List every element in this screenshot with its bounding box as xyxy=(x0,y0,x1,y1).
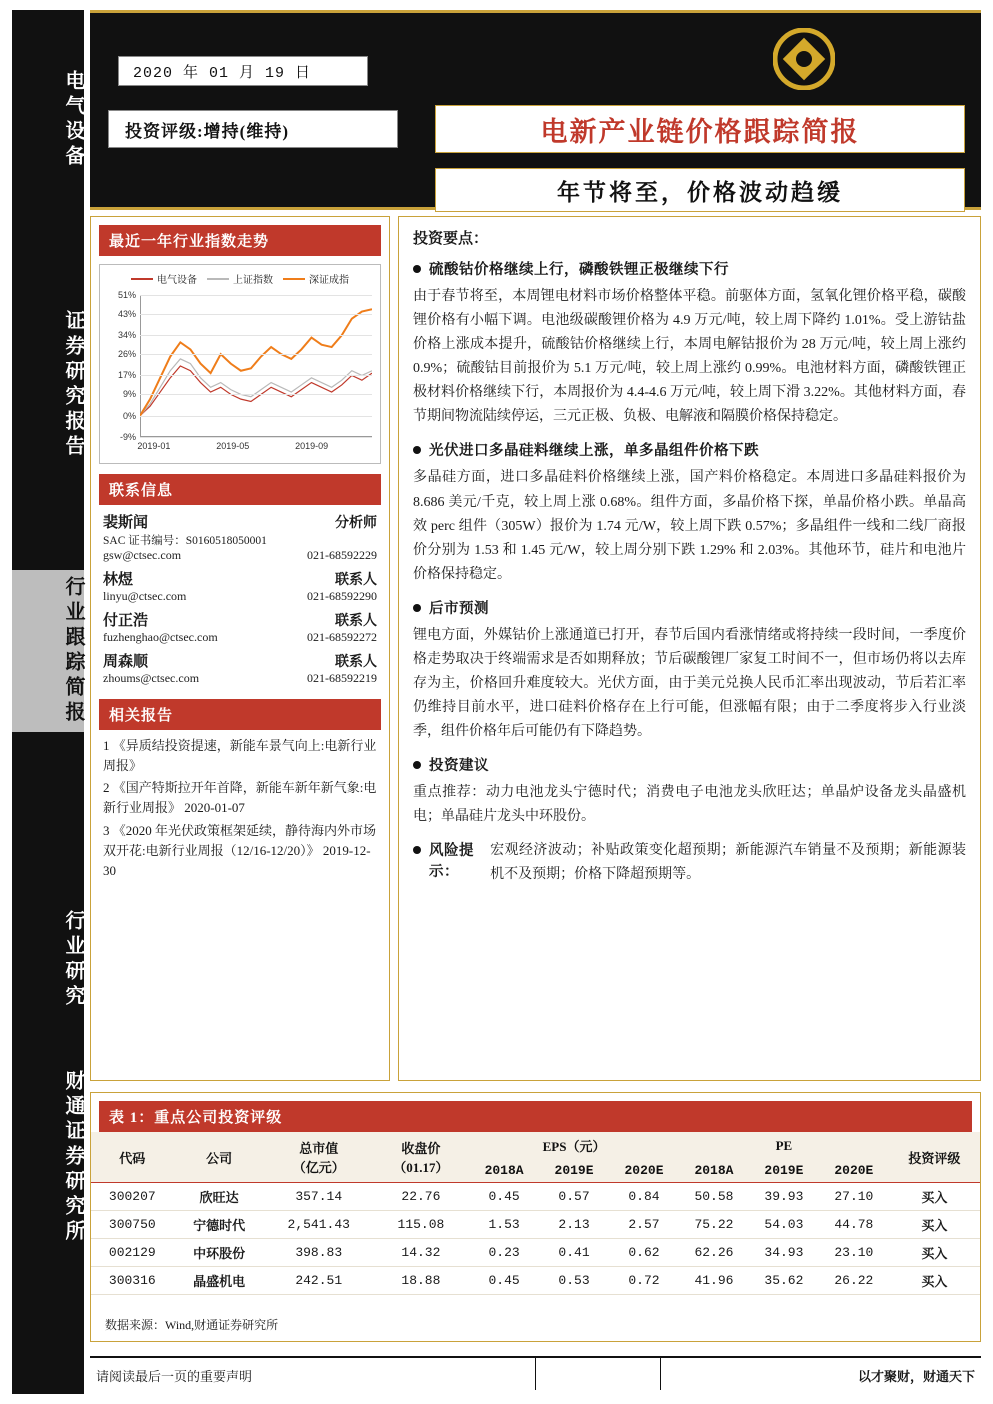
th-code: 代码 xyxy=(91,1132,174,1183)
cell-code: 002129 xyxy=(91,1239,174,1267)
table-row[interactable] xyxy=(91,1211,980,1239)
cell-pe-2020e: 27.10 xyxy=(819,1183,889,1211)
chart-gridline xyxy=(140,314,372,315)
legend-item-0 xyxy=(131,271,197,286)
cell-eps-2018a: 0.45 xyxy=(469,1183,539,1211)
legend-item-1 xyxy=(207,271,273,286)
contact-sac-0: SAC 证书编号：S0160518050001 xyxy=(103,535,267,547)
cell-company: 晶盛机电 xyxy=(174,1267,265,1295)
th-pe-2019e: 2019E xyxy=(749,1159,819,1183)
contact-phone-0: 021-68592229 xyxy=(307,548,377,562)
table-source-note: 数据来源：Wind,财通证券研究所 xyxy=(105,1318,279,1332)
cell-eps-2020e: 0.62 xyxy=(609,1239,679,1267)
contact-role-3: 联系人 xyxy=(335,655,377,670)
industry-index-chart xyxy=(99,264,381,464)
chart-x-tick-label: 2019-09 xyxy=(295,441,329,451)
th-eps-2018a: 2018A xyxy=(469,1159,539,1183)
cell-rating: 买入 xyxy=(889,1211,980,1239)
cell-code: 300750 xyxy=(91,1211,174,1239)
left-column xyxy=(90,216,390,1081)
related-report-0[interactable]: 1 《异质结投资提速，新能车景气向上:电新行业周报》 xyxy=(103,738,377,774)
contact-item-1 xyxy=(103,568,377,604)
content-area xyxy=(90,10,981,1394)
sidebar-label-research-report: 证券研究报告 xyxy=(62,310,84,460)
contact-name-3: 周森顺 xyxy=(103,654,149,670)
th-market-cap xyxy=(265,1132,373,1183)
contact-name-1: 林煜 xyxy=(103,572,134,588)
cell-pe-2020e: 26.22 xyxy=(819,1267,889,1295)
th-close-line1: 收盘价 xyxy=(401,1141,441,1156)
cell-pe-2018a: 41.96 xyxy=(679,1267,749,1295)
footer-slogan: 以才聚财，财通天下 xyxy=(857,1369,975,1384)
bullet-dot-icon xyxy=(413,265,421,273)
cell-eps-2018a: 1.53 xyxy=(469,1211,539,1239)
cell-mktcap: 357.14 xyxy=(265,1183,373,1211)
cell-eps-2019e: 2.13 xyxy=(539,1211,609,1239)
table-row[interactable] xyxy=(91,1183,980,1211)
contact-item-3 xyxy=(103,650,377,686)
contact-phone-1: 021-68592290 xyxy=(307,589,377,603)
cell-code: 300207 xyxy=(91,1183,174,1211)
chart-gridline xyxy=(140,394,372,395)
company-logo-icon xyxy=(773,28,835,90)
cell-eps-2018a: 0.23 xyxy=(469,1239,539,1267)
cell-mktcap: 242.51 xyxy=(265,1267,373,1295)
cell-eps-2018a: 0.45 xyxy=(469,1267,539,1295)
chart-legend xyxy=(100,265,380,286)
chart-y-tick-label: 9% xyxy=(122,389,136,400)
contact-item-2 xyxy=(103,609,377,645)
chart-gridline xyxy=(140,354,372,355)
bullet-para-0: 由于春节将至，本周锂电材料市场价格整体平稳。前驱体方面，氢氧化锂价格平稳，碳酸锂价格有小幅下调。电池级碳酸锂价格为 4.9 万元/吨，较上周下降约 1.01%。受上游钴盐价格上涨成本提升，硫酸钴价格继续上行，本周电解钴报价为 28 万元/吨，较上周上涨约 0.9%；硫酸钴目前报价为 5.1 万元/吨，较上周上涨约 0.99%。电池材料方面，磷酸铁锂正极材料价格继续下行，本周报价为 4.4-4.6 万元/吨，较上周下滑 3.22%。其他材料方面，春节期间物流陆续停运，三元正极、负极、电解液和隔膜价格保持稳定。 xyxy=(413,289,966,425)
cell-pe-2019e: 34.93 xyxy=(749,1239,819,1267)
chart-y-tick-label: 26% xyxy=(117,349,136,360)
chart-y-tick-label: 0% xyxy=(122,410,136,421)
footer-separator-1 xyxy=(535,1358,536,1390)
contact-name-2: 付正浩 xyxy=(103,613,149,629)
bullet-head-3: 投资建议 xyxy=(429,758,489,775)
bullet-para-3: 重点推荐：动力电池龙头宁德时代；消费电子电池龙头欣旺达；单晶炉设备龙头晶盛机电；单晶硅片龙头中环股份。 xyxy=(413,785,966,825)
cell-rating: 买入 xyxy=(889,1267,980,1295)
contact-section-title: 联系信息 xyxy=(99,474,381,505)
cell-company: 宁德时代 xyxy=(174,1211,265,1239)
chart-y-tick-label: 17% xyxy=(117,370,136,381)
related-report-1[interactable]: 2 《国产特斯拉开年首降，新能车新年新气象:电新行业周报》 2020-01-07 xyxy=(103,780,377,816)
contact-phone-2: 021-68592272 xyxy=(307,630,377,644)
bullet-head-2: 后市预测 xyxy=(429,600,489,617)
cell-pe-2019e: 39.93 xyxy=(749,1183,819,1211)
sidebar-label-institute: 财通证券研究所 xyxy=(62,1070,84,1245)
table-header-row-1 xyxy=(91,1132,980,1159)
contact-email-3[interactable]: zhoums@ctsec.com xyxy=(103,671,200,685)
chart-section-title: 最近一年行业指数走势 xyxy=(99,225,381,256)
cell-mktcap: 398.83 xyxy=(265,1239,373,1267)
cell-rating: 买入 xyxy=(889,1239,980,1267)
investment-points-heading: 投资要点： xyxy=(413,231,489,247)
contact-role-2: 联系人 xyxy=(335,614,377,629)
chart-series-line xyxy=(140,309,372,416)
chart-y-tick-label: 51% xyxy=(117,290,136,300)
cell-company: 中环股份 xyxy=(174,1239,265,1267)
contact-email-2[interactable]: fuzhenghao@ctsec.com xyxy=(103,630,218,644)
bullet-para-4: 宏观经济波动；补贴政策变化超预期；新能源汽车销量不及预期；新能源装机不及预期；价格下降超预期等。 xyxy=(490,843,966,883)
th-group-pe: PE xyxy=(679,1132,889,1159)
cell-pe-2018a: 50.58 xyxy=(679,1183,749,1211)
related-reports-title: 相关报告 xyxy=(99,699,381,730)
bullet-para-1: 多晶硅方面，进口多晶硅料价格继续上涨，国产料价格稳定。本周进口多晶硅料报价为 8.686 美元/千克，较上周上涨 0.68%。组件方面，多晶价格下探，单晶价格小跌。单晶高效 perc 组件（305W）报价为 1.74 元/W，较上周下跌 0.57%；多晶组件一线和二线厂商报价分别为 1.53 和 1.45 元/W，较上周分别下跌 1.29% 和 2.03%。其他环节，硅片和电池片价格保持稳定。 xyxy=(413,470,966,582)
bullet-dot-icon xyxy=(413,846,421,854)
bullet-4 xyxy=(413,839,966,887)
chart-plot-area xyxy=(117,290,372,451)
chart-y-tick-label: 43% xyxy=(117,308,136,319)
table-caption: 表 1：重点公司投资评级 xyxy=(99,1101,972,1132)
contact-phone-3: 021-68592219 xyxy=(307,671,377,685)
cell-pe-2020e: 44.78 xyxy=(819,1211,889,1239)
cell-eps-2019e: 0.41 xyxy=(539,1239,609,1267)
report-header xyxy=(90,10,981,210)
cell-pe-2018a: 75.22 xyxy=(679,1211,749,1239)
page-footer xyxy=(90,1356,981,1390)
chart-gridline xyxy=(140,375,372,376)
chart-gridline xyxy=(140,335,372,336)
legend-swatch-2 xyxy=(283,278,305,280)
cell-close: 18.88 xyxy=(373,1267,469,1295)
bullet-dot-icon xyxy=(413,604,421,612)
cell-close: 14.32 xyxy=(373,1239,469,1267)
bullet-head-4: 风险提示： xyxy=(429,843,474,881)
th-close-line2: （01.17） xyxy=(393,1160,449,1175)
th-market-cap-line2: （亿元） xyxy=(292,1160,345,1175)
th-close-price xyxy=(373,1132,469,1183)
rating-table-block xyxy=(90,1092,981,1342)
related-reports-list xyxy=(91,730,389,881)
cell-close: 22.76 xyxy=(373,1183,469,1211)
bullet-dot-icon xyxy=(413,446,421,454)
bullet-2 xyxy=(413,597,966,618)
sidebar-label-tracking-brief: 行业跟踪简报 xyxy=(12,570,84,732)
legend-label-0: 电气设备 xyxy=(157,275,197,286)
cell-pe-2018a: 62.26 xyxy=(679,1239,749,1267)
cell-eps-2020e: 0.72 xyxy=(609,1267,679,1295)
contact-role-1: 联系人 xyxy=(335,573,377,588)
report-date: 2020 年 01 月 19 日 xyxy=(118,56,368,86)
footer-disclaimer: 请阅读最后一页的重要声明 xyxy=(96,1369,253,1384)
th-pe-2018a: 2018A xyxy=(679,1159,749,1183)
cell-mktcap: 2,541.43 xyxy=(265,1211,373,1239)
chart-x-tick-label: 2019-05 xyxy=(216,441,250,451)
cell-eps-2020e: 2.57 xyxy=(609,1211,679,1239)
header-top-rule xyxy=(90,10,981,13)
sidebar-vertical-band xyxy=(12,10,84,1394)
contact-role-0: 分析师 xyxy=(335,516,377,531)
chart-gridline xyxy=(140,416,372,417)
th-group-eps: EPS（元） xyxy=(469,1132,679,1159)
cell-pe-2019e: 54.03 xyxy=(749,1211,819,1239)
th-eps-2020e: 2020E xyxy=(609,1159,679,1183)
cell-company: 欣旺达 xyxy=(174,1183,265,1211)
th-eps-2019e: 2019E xyxy=(539,1159,609,1183)
cell-eps-2020e: 0.84 xyxy=(609,1183,679,1211)
th-company: 公司 xyxy=(174,1132,265,1183)
th-market-cap-line1: 总市值 xyxy=(299,1141,339,1156)
cell-code: 300316 xyxy=(91,1267,174,1295)
footer-separator-2 xyxy=(660,1358,661,1390)
bullet-para-2: 锂电方面，外媒钴价上涨通道已打开，春节后国内看涨情绪或将持续一段时间，一季度价格走势取决于终端需求是否如期释放；节后碳酸锂厂家复工时间不一，但市场仍将以去库存为主，价格回升难度较大。光伏方面，由于美元兑换人民币汇率出现波动，节后若汇率仍维持目前水平，进口硅料价格存在上行可能，但涨幅有限；由于二季度将步入行业淡季，组件价格年后可能仍有下降趋势。 xyxy=(413,627,966,740)
chart-gridline xyxy=(140,295,372,296)
cell-eps-2019e: 0.53 xyxy=(539,1267,609,1295)
key-companies-table xyxy=(91,1132,980,1295)
cell-eps-2019e: 0.57 xyxy=(539,1183,609,1211)
th-rating: 投资评级 xyxy=(889,1132,980,1183)
bullet-0 xyxy=(413,258,966,279)
bullet-head-1: 光伏进口多晶硅料继续上涨，单多晶组件价格下跌 xyxy=(429,443,759,460)
contact-item-0 xyxy=(103,511,377,563)
right-column xyxy=(398,216,981,1081)
chart-y-tick-label: -9% xyxy=(119,432,136,442)
chart-series-line xyxy=(140,366,372,416)
legend-item-2 xyxy=(283,271,349,286)
sidebar-label-industry-research: 行业研究 xyxy=(62,910,84,1010)
bullet-head-0: 硫酸钴价格继续上行，磷酸铁锂正极继续下行 xyxy=(429,262,729,278)
page-title: 电新产业链价格跟踪简报 xyxy=(435,105,965,153)
bullet-1 xyxy=(413,439,966,460)
chart-series-line xyxy=(140,359,372,416)
chart-gridline xyxy=(140,437,372,438)
related-report-2[interactable]: 3 《2020 年光伏政策框架延续，静待海内外市场双开花:电新行业周报（12/16-12/20）》 2019-12-30 xyxy=(103,822,377,878)
th-pe-2020e: 2020E xyxy=(819,1159,889,1183)
cell-pe-2020e: 23.10 xyxy=(819,1239,889,1267)
contact-list xyxy=(91,505,389,686)
cell-pe-2019e: 35.62 xyxy=(749,1267,819,1295)
chart-y-tick-label: 34% xyxy=(117,330,136,341)
cell-close: 115.08 xyxy=(373,1211,469,1239)
legend-label-1: 上证指数 xyxy=(233,275,273,286)
legend-swatch-0 xyxy=(131,278,153,280)
contact-email-1[interactable]: linyu@ctsec.com xyxy=(103,589,187,603)
cell-rating: 买入 xyxy=(889,1183,980,1211)
legend-swatch-1 xyxy=(207,278,229,280)
investment-rating-box: 投资评级:增持(维持) xyxy=(108,110,398,148)
table-row[interactable] xyxy=(91,1267,980,1295)
page-subtitle: 年节将至，价格波动趋缓 xyxy=(435,168,965,212)
contact-email-0[interactable]: gsw@ctsec.com xyxy=(103,548,182,562)
sidebar-label-industry: 电气设备 xyxy=(62,70,84,170)
contact-name-0: 裴斯闻 xyxy=(103,515,149,531)
legend-label-2: 深证成指 xyxy=(309,275,349,286)
table-row[interactable] xyxy=(91,1239,980,1267)
chart-x-tick-label: 2019-01 xyxy=(137,441,171,451)
report-body xyxy=(90,216,981,1086)
bullet-dot-icon xyxy=(413,761,421,769)
bullet-3 xyxy=(413,754,966,775)
